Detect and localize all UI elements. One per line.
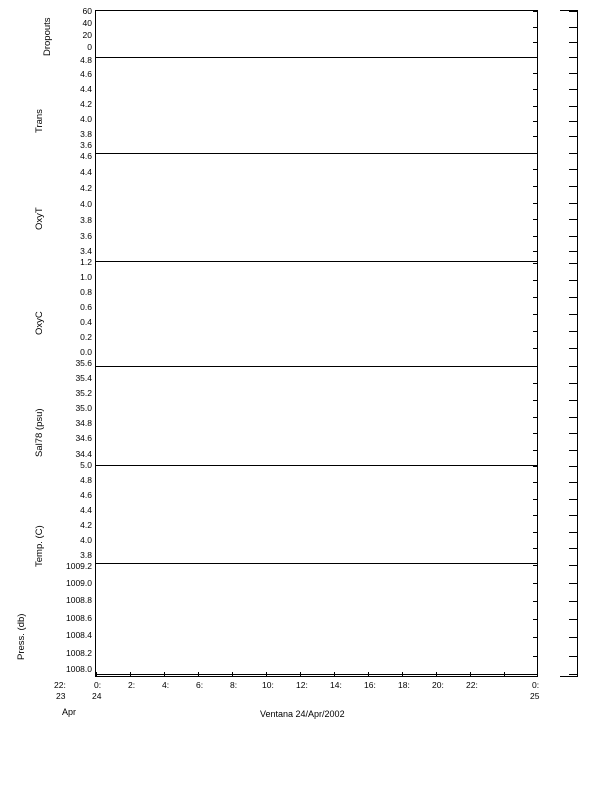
- y-axis-title-trans: Trans: [34, 109, 45, 133]
- ytick-label: 34.8: [75, 418, 92, 428]
- xtick-label: 10:: [262, 680, 274, 690]
- ytick-label: 0.6: [80, 302, 92, 312]
- xtick-label: 0:: [532, 680, 540, 690]
- ytick-label: 4.8: [80, 475, 92, 485]
- ytick-label: 1008.4: [66, 630, 92, 640]
- series-line-temp: [96, 563, 537, 564]
- ytick-label: 3.6: [80, 140, 92, 150]
- ytick-label: 60: [82, 6, 92, 16]
- ytick-label: 4.4: [80, 505, 92, 515]
- ytick-label: 35.2: [75, 388, 92, 398]
- ytick-label: 0.8: [80, 287, 92, 297]
- ytick-label: 3.4: [80, 246, 92, 256]
- y-axis-title-temp: Temp. (C): [34, 525, 45, 567]
- y-axis-tick-labels: [48, 0, 92, 674]
- xtick-sublabel: 25: [530, 691, 540, 701]
- plot-area: [95, 10, 538, 677]
- ytick-label: 3.6: [80, 231, 92, 241]
- ytick-label: 4.4: [80, 84, 92, 94]
- xtick-label: 20:: [432, 680, 444, 690]
- y-axis-title-sal78: Sal78 (psu): [34, 408, 45, 457]
- ytick-label: 35.0: [75, 403, 92, 413]
- ytick-label: 35.6: [75, 358, 92, 368]
- ytick-label: 40: [82, 18, 92, 28]
- ytick-label: 4.2: [80, 183, 92, 193]
- ytick-label: 34.4: [75, 449, 92, 459]
- y-axis-title-oxyc: OxyC: [34, 311, 45, 335]
- ytick-label: 0.2: [80, 332, 92, 342]
- series-line-oxyt: [96, 261, 537, 262]
- ytick-label: 4.2: [80, 99, 92, 109]
- ytick-label: 35.4: [75, 373, 92, 383]
- ytick-label: 1.0: [80, 272, 92, 282]
- xtick-label: 2:: [128, 680, 136, 690]
- xtick-label: 0:: [94, 680, 102, 690]
- ytick-label: 0.0: [80, 347, 92, 357]
- panel-dropouts: [96, 11, 537, 58]
- ytick-label: 5.0: [80, 460, 92, 470]
- xtick-label: 22:: [466, 680, 478, 690]
- ytick-label: 3.8: [80, 215, 92, 225]
- ytick-label: 1008.6: [66, 613, 92, 623]
- xtick-label: 6:: [196, 680, 204, 690]
- xtick-label: 16:: [364, 680, 376, 690]
- xtick-label: 12:: [296, 680, 308, 690]
- xtick-label: 14:: [330, 680, 342, 690]
- ytick-label: 34.6: [75, 433, 92, 443]
- ytick-label: 4.6: [80, 490, 92, 500]
- y-axis-title-oxyt: OxyT: [34, 207, 45, 230]
- ytick-label: 4.0: [80, 535, 92, 545]
- panel-trans: [96, 58, 537, 153]
- panel-temp: [96, 466, 537, 565]
- ytick-label: 4.8: [80, 55, 92, 65]
- y-axis-title-dropouts: Dropouts: [42, 17, 53, 56]
- ytick-label: 1009.0: [66, 578, 92, 588]
- ytick-label: 1008.0: [66, 664, 92, 674]
- xtick-label: 4:: [162, 680, 170, 690]
- xtick-label: 18:: [398, 680, 410, 690]
- ytick-label: 1.2: [80, 257, 92, 267]
- ytick-label: 4.6: [80, 69, 92, 79]
- ytick-label: 1008.2: [66, 648, 92, 658]
- x-axis-month-label: Apr: [62, 707, 77, 717]
- ytick-label: 3.8: [80, 129, 92, 139]
- ytick-label: 4.0: [80, 199, 92, 209]
- ytick-label: 1008.8: [66, 595, 92, 605]
- panel-sal78: [96, 367, 537, 466]
- ytick-label: 4.4: [80, 167, 92, 177]
- ytick-label: 3.8: [80, 550, 92, 560]
- y-axis-title-press: Press. (db): [16, 613, 27, 660]
- xtick-sublabel: 23: [56, 691, 66, 701]
- xtick-label: 22:: [54, 680, 66, 690]
- panel-oxyc: [96, 263, 537, 367]
- xtick-sublabel: 24: [92, 691, 102, 701]
- ytick-label: 4.6: [80, 151, 92, 161]
- panel-oxyt: [96, 153, 537, 263]
- x-axis-title: Ventana 24/Apr/2002: [260, 709, 345, 719]
- ytick-label: 0: [87, 42, 92, 52]
- ytick-label: 4.0: [80, 114, 92, 124]
- xtick-label: 8:: [230, 680, 238, 690]
- panel-press: [96, 565, 537, 676]
- secondary-axis-strip: [560, 10, 578, 677]
- ytick-label: 4.2: [80, 520, 92, 530]
- ytick-label: 0.4: [80, 317, 92, 327]
- ytick-label: 1009.2: [66, 561, 92, 571]
- ytick-label: 20: [82, 30, 92, 40]
